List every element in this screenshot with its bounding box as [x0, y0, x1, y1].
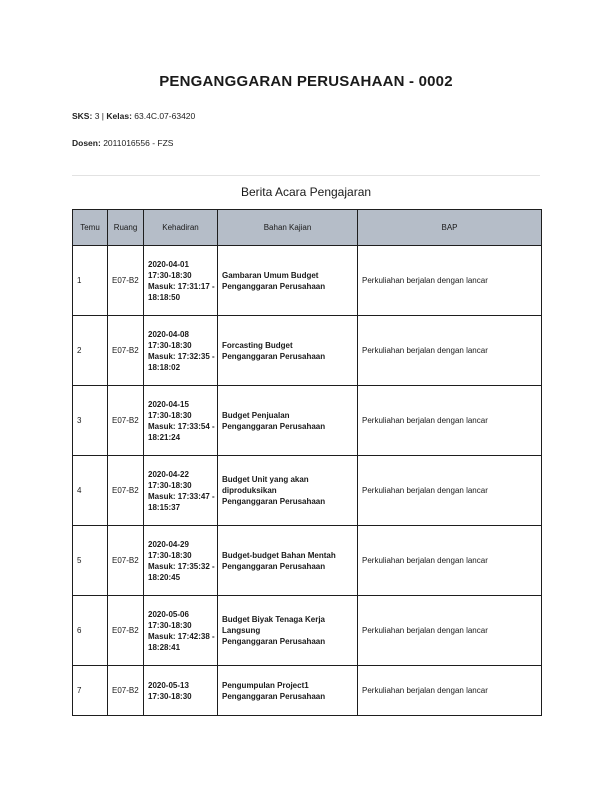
cell-bap: Perkuliahan berjalan dengan lancar [358, 666, 542, 716]
attendance-schedule: 17:30-18:30 [148, 270, 192, 280]
cell-ruang: E07-B2 [108, 596, 144, 666]
attendance-schedule: 17:30-18:30 [148, 691, 192, 701]
dosen-label: Dosen: [72, 138, 101, 148]
attendance-schedule: 17:30-18:30 [148, 480, 192, 490]
topic-title: Budget-budget Bahan Mentah [222, 550, 336, 560]
header-bap: BAP [358, 210, 542, 246]
attendance-schedule: 17:30-18:30 [148, 340, 192, 350]
cell-temu: 5 [73, 526, 108, 596]
kelas-value: 63.4C.07-63420 [134, 111, 196, 121]
cell-ruang: E07-B2 [108, 456, 144, 526]
topic-title: Budget Unit yang akan diproduksikan [222, 475, 309, 495]
header-bahan-kajian: Bahan Kajian [218, 210, 358, 246]
dosen-value: 2011016556 - FZS [103, 138, 174, 148]
topic-title: Budget Biyak Tenaga Kerja Langsung [222, 615, 325, 635]
cell-kehadiran [144, 596, 218, 666]
attendance-date: 2020-05-13 [148, 680, 189, 690]
cell-kehadiran [144, 666, 218, 716]
attendance-checkout: 18:18:02 [148, 362, 181, 372]
attendance-date: 2020-04-08 [148, 329, 189, 339]
cell-temu: 4 [73, 456, 108, 526]
attendance-date: 2020-04-22 [148, 469, 189, 479]
topic-course: Penganggaran Perusahaan [222, 351, 326, 361]
kelas-label: Kelas: [106, 111, 132, 121]
attendance-checkin: Masuk: 17:33:47 - [148, 491, 215, 501]
cell-temu: 2 [73, 316, 108, 386]
topic-course: Penganggaran Perusahaan [222, 691, 326, 701]
cell-ruang: E07-B2 [108, 526, 144, 596]
table-row [73, 386, 542, 456]
cell-ruang: E07-B2 [108, 246, 144, 316]
topic-title: Forcasting Budget [222, 340, 293, 350]
cell-bahan-kajian [218, 246, 358, 316]
topic-course: Penganggaran Perusahaan [222, 637, 326, 646]
attendance-checkout: 18:20:45 [148, 572, 181, 582]
table-row [73, 666, 542, 716]
cell-bap: Perkuliahan berjalan dengan lancar [358, 386, 542, 456]
attendance-checkin: Masuk: 17:31:17 - [148, 281, 215, 291]
cell-bap: Perkuliahan berjalan dengan lancar [358, 456, 542, 526]
attendance-date: 2020-04-01 [148, 259, 189, 269]
topic-title: Pengumpulan Project1 [222, 680, 309, 690]
table-row [73, 246, 542, 316]
cell-bap: Perkuliahan berjalan dengan lancar [358, 596, 542, 666]
table-row [73, 526, 542, 596]
sks-label: SKS: [72, 111, 93, 121]
attendance-checkout: 18:21:24 [148, 432, 181, 442]
topic-title: Budget Penjualan [222, 410, 290, 420]
cell-kehadiran [144, 386, 218, 456]
cell-kehadiran [144, 526, 218, 596]
topic-course: Penganggaran Perusahaan [222, 561, 326, 571]
table-row [73, 316, 542, 386]
topic-course: Penganggaran Perusahaan [222, 421, 326, 431]
table-row [73, 456, 542, 526]
header-kehadiran: Kehadiran [144, 210, 218, 246]
teaching-record-table [72, 209, 542, 716]
cell-bap: Perkuliahan berjalan dengan lancar [358, 316, 542, 386]
attendance-checkin: Masuk: 17:33:54 - [148, 421, 215, 431]
attendance-schedule: 17:30-18:30 [148, 410, 192, 420]
cell-bahan-kajian [218, 456, 358, 526]
attendance-date: 2020-04-29 [148, 539, 189, 549]
attendance-checkin: Masuk: 17:32:35 - [148, 351, 215, 361]
cell-kehadiran [144, 246, 218, 316]
cell-temu: 7 [73, 666, 108, 716]
cell-bahan-kajian [218, 316, 358, 386]
cell-temu: 6 [73, 596, 108, 666]
attendance-date: 2020-04-15 [148, 399, 189, 409]
page-title: PENGANGGARAN PERUSAHAAN - 0002 [159, 73, 453, 90]
attendance-schedule: 17:30-18:30 [148, 620, 192, 630]
attendance-schedule: 17:30-18:30 [148, 550, 192, 560]
attendance-checkout: 18:18:50 [148, 292, 181, 302]
header-divider [72, 175, 540, 176]
cell-bahan-kajian [218, 386, 358, 456]
cell-ruang: E07-B2 [108, 316, 144, 386]
sks-value: 3 [94, 111, 100, 121]
cell-ruang: E07-B2 [108, 386, 144, 456]
attendance-checkout: 18:28:41 [148, 642, 181, 652]
cell-kehadiran [144, 316, 218, 386]
table-header-row [73, 210, 542, 246]
cell-bahan-kajian [218, 596, 358, 666]
cell-kehadiran [144, 456, 218, 526]
header-ruang: Ruang [108, 210, 144, 246]
cell-bap: Perkuliahan berjalan dengan lancar [358, 526, 542, 596]
attendance-date: 2020-05-06 [148, 609, 189, 619]
course-info-line [72, 111, 195, 121]
cell-ruang: E07-B2 [108, 666, 144, 716]
topic-course: Penganggaran Perusahaan [222, 281, 326, 291]
cell-bahan-kajian [218, 526, 358, 596]
attendance-checkout: 18:15:37 [148, 502, 181, 512]
lecturer-info-line [72, 138, 173, 148]
cell-bap: Perkuliahan berjalan dengan lancar [358, 246, 542, 316]
topic-title: Gambaran Umum Budget [222, 270, 319, 280]
meta-separator: | [101, 111, 105, 121]
header-temu: Temu [73, 210, 108, 246]
cell-bahan-kajian [218, 666, 358, 716]
cell-temu: 1 [73, 246, 108, 316]
table-row [73, 596, 542, 666]
cell-temu: 3 [73, 386, 108, 456]
attendance-checkin: Masuk: 17:42:38 - [148, 631, 215, 641]
topic-course: Penganggaran Perusahaan [222, 497, 326, 506]
attendance-checkin: Masuk: 17:35:32 - [148, 561, 215, 571]
section-title: Berita Acara Pengajaran [240, 185, 372, 199]
